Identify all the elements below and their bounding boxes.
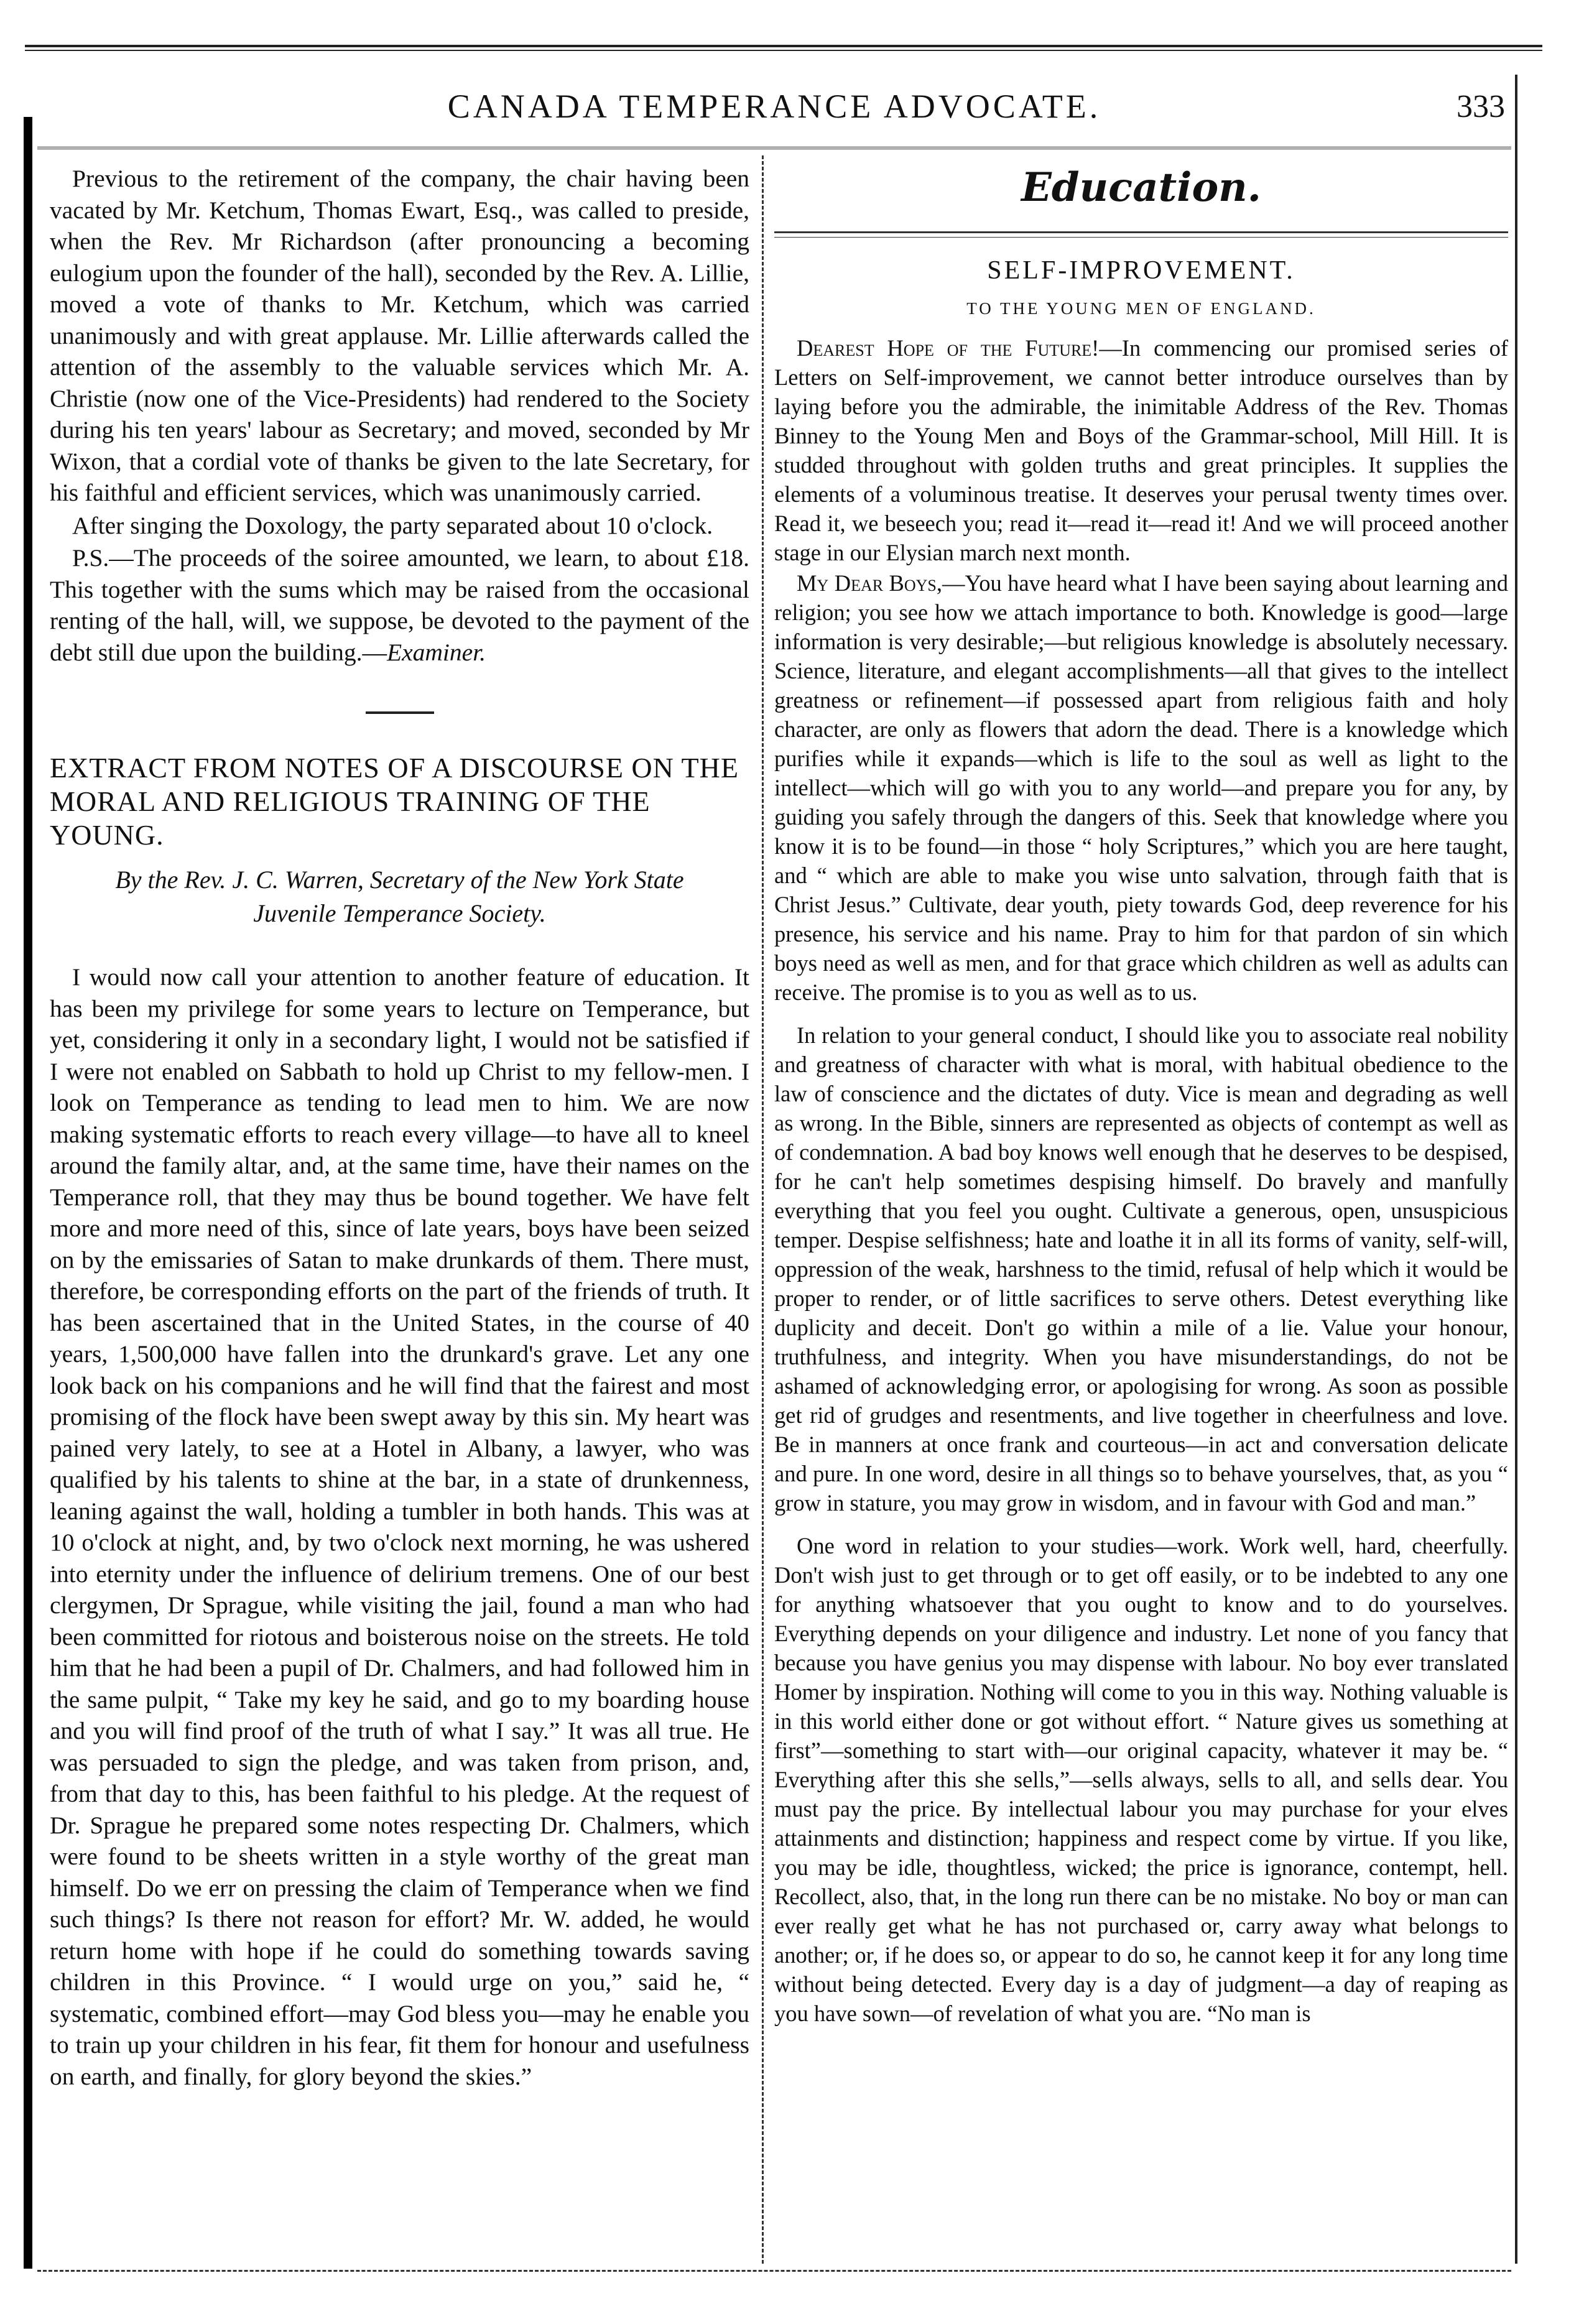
paragraph-text: P.S.—The proceeds of the soiree amounted, we learn, to about £18. This together with the sums which may be raised from the occasional renting of the hall, will, we suppose, be devoted to the payment of the debt still due upon the building.— [50,544,749,666]
paragraph: Previous to the retirement of the company, the chair having been vacated by Mr. Ketchum, Thomas Ewart, Esq., was called to preside, when the Rev. Mr Richardson (after pronouncing a becoming eulogium upon the founder of the hall), seconded by the Rev. A. Lillie, moved a vote of thanks to Mr. Ketchum, which was carried unanimously and with great applause. Mr. Lillie afterwards called the attention of the assembly to the valuable services which Mr. A. Christie (now one of the Vice-Presidents) had rendered to the Society during his ten years' labour as Secretary; and moved, seconded by Mr Wixon, that a cordial vote of thanks be given to the late Secretary, for his faithful and efficient services, which was unanimously carried. [50,165,749,506]
header-rule [37,147,1511,149]
article-title: SELF-IMPROVEMENT. [987,256,1295,285]
spacer [774,1519,1508,1531]
page-number: 333 [1457,89,1505,124]
left-column [50,163,749,2093]
paragraph: One word in relation to your studies—work. Work well, hard, cheerfully. Don't wish just to get through or to get off easily, or to be indebted to any one for anything whatsoever that you ought to know and to do yourselves. Everything depends on your diligence and industry. Let none of you fancy that because you have genius you may dispense with labour. No boy ever translated Homer by inspiration. Nothing will come to you in this way. Nothing valuable is in this world either done or got without effort. “ Nature gives us something at first”—something to start with—our original capacity, whatever it may be. “ Everything after this she sells,”—sells always, sells to all, and sells dear. You must pay the price. By intellectual labour you may purchase for your elves attainments and distinction; happiness and respect come by virtue. If you like, you may be idle, thoughtless, wicked; the price is ignorance, contempt, hell. Recollect, also, that, in the long run there can be no mistake. No boy or man can ever really get what he has not purchased or, carry away what belongs to another; or, if he does so, or appear to do so, he cannot keep it for any long time without being detected. Every day is a day of judgment—a day of reaping as you have sown—of revelation of what you are. “No man is [774,1533,1508,2026]
byline-line: By the Rev. J. C. Warren, Secretary of the New York State [115,866,684,894]
paragraph: I would now call your attention to another feature of education. It has been my privilege for some years to lecture on Temperance, but yet, considering it only in a secondary light, I would not be satisfied if I were not enabled on Sabbath to hold up Christ to my fellow-men. I look on Temperance as tending to lead men to him. We are now making systematic efforts to reach every village—to have all to kneel around the family altar, and, at the same time, have their names on the Temperance roll, that they may thus be bound together. We have felt more and more need of this, since of late years, boys have been seized on by the emissaries of Satan to make drunkards of them. There must, therefore, be corresponding efforts on the part of the friends of truth. It has been ascertained that in the United States, in the course of 40 years, 1,500,000 have fallen into the drunkard's grave. Let any one look back on his companions and he will find that the fairest and most promising of the flock have been swept away by this sin. My heart was pained very lately, to see at a Hotel in Albany, a lawyer, who was qualified by his talents to shine at the bar, in a state of drunkenness, leaning against the wall, holding a tumbler in both hands. This was at 10 o'clock at night, and, by two o'clock next morning, he was ushered into eternity under the influence of delirium tremens. One of our best clergymen, Dr Sprague, while visiting the jail, found a man who had been committed for riotous and boisterous noise on the streets. He told him that he had been a pupil of Dr. Chalmers, and had followed him in the same pulpit, “ Take my key he said, and go to my boarding house and you will find proof of the truth of what I say.” It was all true. He was persuaded to sign the pledge, and was taken from prison, and, from that day to this, has been faithful to his pledge. At the request of Dr. Sprague he prepared some notes respecting Dr. Chalmers, which were found to be sheets written in a style worthy of the great man himself. Do we err on pressing the claim of Temperance when we find such things? Is there not reason for effort? Mr. W. added, he would return home with hope if he could do something towards saving children in this Province. “ I would urge on you,” said he, “ systematic, combined effort—may God bless you—may he enable you to train up your children in his fear, fit them for honour and usefulness on earth, and finally, for glory beyond the skies.” [50,963,749,2090]
lead-in: My Dear Boys, [797,570,943,596]
section-rule [774,231,1508,238]
paragraph [774,568,1508,1007]
column-divider [762,155,764,2264]
paragraph [774,333,1508,567]
article-subtitle: TO THE YOUNG MEN OF ENGLAND. [966,299,1316,318]
lead-in: Dearest Hope of the Future! [797,335,1100,361]
right-column [774,163,1508,2029]
paragraph: After singing the Doxology, the party separated about 10 o'clock. [72,511,713,539]
page-header [37,75,1511,149]
paragraph [50,542,749,668]
byline [50,863,749,930]
separator [366,711,434,714]
section-heading: Education. [1021,164,1261,211]
paragraph-text: —In commencing our promised series of Letters on Self-improvement, we cannot better introduce ourselves than by laying before you the admirable, the inimitable Address of the Rev. Thomas Binney to the Young Men and Boys of the Grammar-school, Mill Hill. It is studded throughout with golden truths and great principles. It supplies the elements of a voluminous treatise. It deserves your perusal twenty times over. Read it, we beseech you; read it—read it—read it! And we will proceed another stage in our Elysian march next month. [774,335,1509,565]
article-title: EXTRACT FROM NOTES OF A DISCOURSE ON THE MORAL AND RELIGIOUS TRAINING OF THE YOUNG. [50,752,739,851]
top-rule [25,45,1542,51]
spacer [774,1008,1508,1021]
page-title: CANADA TEMPERANCE ADVOCATE. [447,88,1101,125]
source-credit: Examiner. [387,638,486,666]
paragraph: In relation to your general conduct, I should like you to associate real nobility and greatness of character with what is moral, with habitual obedience to the law of conscience and the dictates of duty. Vice is mean and degrading as well as wrong. In the Bible, sinners are represented as objects of contempt as well as of condemnation. A bad boy knows well enough that he deserves to be despised, for he can't help sometimes despising himself. Do bravely and manfully everything that you feel you ought. Cultivate a generous, open, unsuspicious temper. Despise selfishness; hate and loathe it in all its forms of vanity, self-will, oppression of the weak, harshness to the timid, refusal of help which it would be proper to render, or of little sacrifices to serve others. Detest everything like duplicity and deceit. Don't go within a mile of a lie. Value your honour, truthfulness, and integrity. When you have misunderstandings, do not be ashamed of acknowledging error, or apologising for wrong. As soon as possible get rid of grudges and resentments, and live together in cheerfulness and love. Be in manners at once frank and courteous—in act and conversation delicate and pure. In one word, desire in all things so to behave yourselves, that, as you “ grow in stature, you may grow in wisdom, and in favour with God and man.” [774,1022,1508,1516]
binding-edge [24,117,32,2269]
bottom-rule [37,2270,1511,2272]
right-rule [1515,75,1517,2264]
byline-line: Juvenile Temperance Society. [253,899,546,927]
paragraph-text: —You have heard what I have been saying about learning and religion; you see how we attach importance to both. Knowledge is good—large information is very desirable;—but religious knowledge is absolutely necessary. Science, literature, and elegant accomplishments—all that gives to the intellect greatness or refinement—if possessed apart from religious faith and holy character, are only as flowers that adorn the dead. There is a knowledge which purifies while it expands—which is life to the soul as well as light to the intellect—which will go with you to any world—and prepare you for any, by guiding you safely through the dangers of this. Seek that knowledge where you know it is to be found—in those “ holy Scriptures,” which you are here taught, and “ which are able to make you wise unto salvation, through faith that is Christ Jesus.” Cultivate, dear youth, piety towards God, deep reverence for his presence, his service and his name. Pray to him for that pardon of sin which boys need as well as men, and for that grace which children as well as adults can receive. The promise is to you as well as to us. [774,570,1509,1005]
